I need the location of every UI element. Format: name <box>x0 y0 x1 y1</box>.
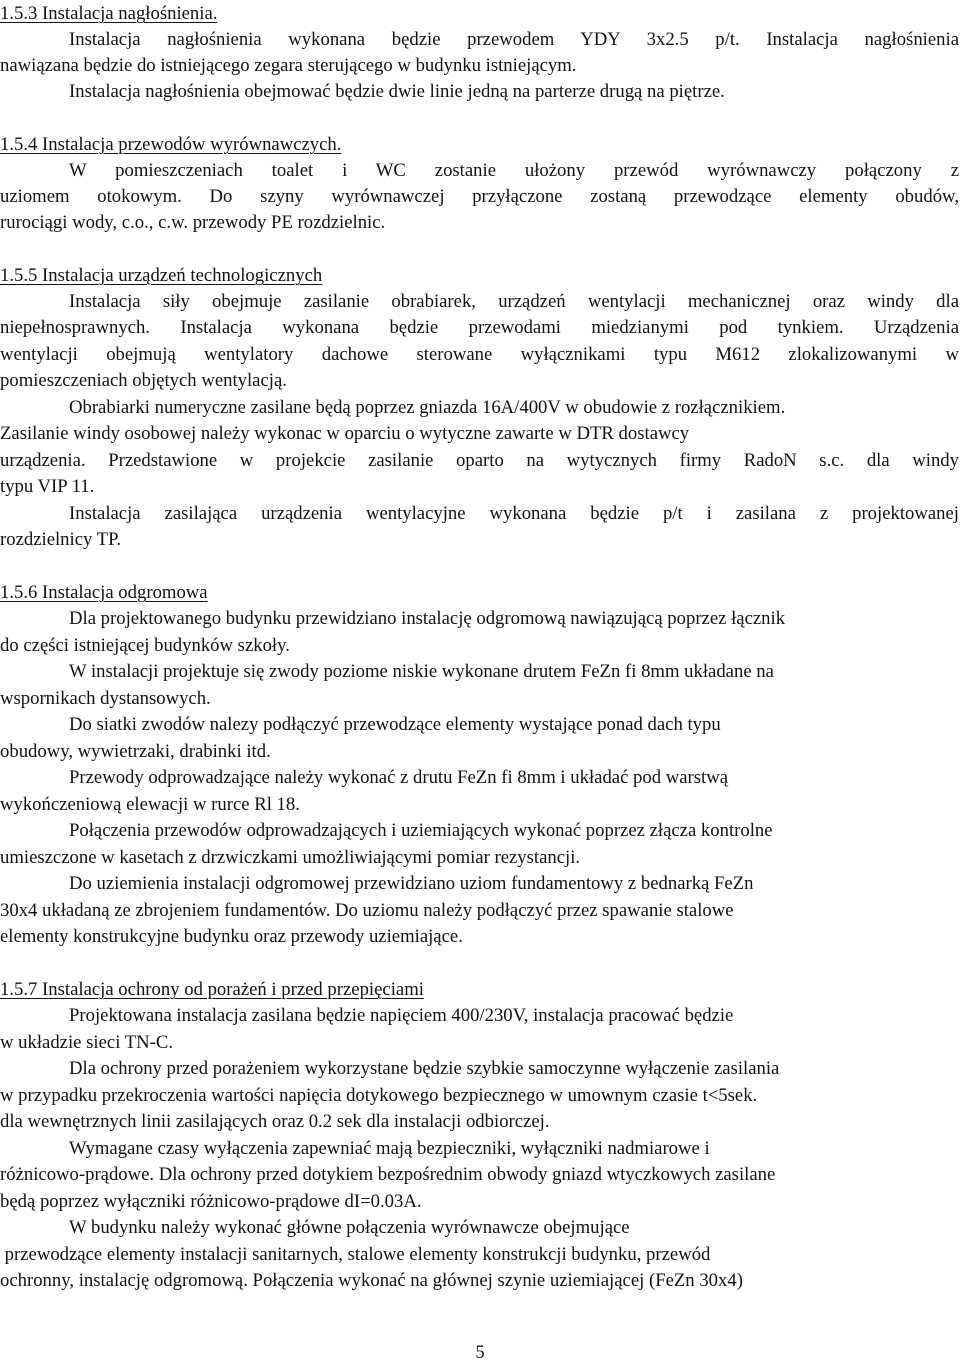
paragraph-line: niepełnosprawnych. Instalacja wykonana będzie przewodami miedzianymi pod tynkiem. Urządzenia <box>0 317 959 338</box>
paragraph-line: W instalacji projektuje się zwody poziome niskie wykonane drutem FeZn fi 8mm układane na <box>69 661 774 682</box>
paragraph-line: obudowy, wywietrzaki, drabinki itd. <box>0 741 271 762</box>
paragraph-line: dla wewnętrznych linii zasilających oraz 0.2 sek dla instalacji odbiorczej. <box>0 1111 550 1132</box>
paragraph-line: będą poprzez wyłączniki różnicowo-prądowe dI=0.03A. <box>0 1191 422 1212</box>
paragraph-line: wspornikach dystansowych. <box>0 688 211 709</box>
paragraph-line: Instalacja nagłośnienia wykonana będzie przewodem YDY 3x2.5 p/t. Instalacja nagłośnienia <box>69 29 959 50</box>
paragraph-line: rurociągi wody, c.o., c.w. przewody PE rozdzielnic. <box>0 212 386 233</box>
paragraph-line: w przypadku przekroczenia wartości napięcia dotykowego bezpiecznego w umownym czasie t<5sek. <box>0 1085 758 1106</box>
paragraph-line: W budynku należy wykonać główne połączenia wyrównawcze obejmujące <box>69 1217 630 1238</box>
paragraph-line: rozdzielnicy TP. <box>0 529 122 550</box>
section-heading-1-5-7: 1.5.7 Instalacja ochrony od porażeń i przed przepięciami <box>0 979 424 1000</box>
paragraph-line: uziomem otokowym. Do szyny wyrównawczej przyłączone zostaną przewodzące elementy obudów, <box>0 186 959 207</box>
paragraph-line: Przewody odprowadzające należy wykonać z drutu FeZn fi 8mm i układać pod warstwą <box>69 767 729 788</box>
paragraph-line: Do siatki zwodów nalezy podłączyć przewodzące elementy wystające ponad dach typu <box>69 714 721 735</box>
paragraph-line: wentylacji obejmują wentylatory dachowe sterowane wyłącznikami typu M612 zlokalizowanymi w <box>0 344 959 365</box>
paragraph-line: Instalacja zasilająca urządzenia wentylacyjne wykonana będzie p/t i zasilana z projektowanej <box>69 503 959 524</box>
paragraph-line: przewodzące elementy instalacji sanitarnych, stalowe elementy konstrukcji budynku, przewód <box>0 1244 711 1265</box>
paragraph-line: urządzenia. Przedstawione w projekcie zasilanie oparto na wytycznych firmy RadoN s.c. dla windy <box>0 450 959 471</box>
paragraph-line: pomieszczeniach objętych wentylacją. <box>0 370 287 391</box>
paragraph-line: Obrabiarki numeryczne zasilane będą poprzez gniazda 16A/400V w obudowie z rozłącznikiem. <box>69 397 786 418</box>
paragraph-line: ochronny, instalację odgromową. Połączenia wykonać na głównej szynie uziemiającej (FeZn 30x4) <box>0 1270 743 1291</box>
paragraph-line: 30x4 układaną ze zbrojeniem fundamentów. Do uziomu należy podłączyć przez spawanie stalowe <box>0 900 734 921</box>
paragraph-line: Połączenia przewodów odprowadzających i uziemiających wykonać poprzez złącza kontrolne <box>69 820 773 841</box>
paragraph-line: umieszczone w kasetach z drzwiczkami umożliwiającymi pomiar rezystancji. <box>0 847 581 868</box>
paragraph-line: Dla projektowanego budynku przewidziano instalację odgromową nawiązującą poprzez łącznik <box>69 608 786 629</box>
paragraph-line: w układzie sieci TN-C. <box>0 1032 173 1053</box>
paragraph-line: Dla ochrony przed porażeniem wykorzystane będzie szybkie samoczynne wyłączenie zasilania <box>69 1058 780 1079</box>
section-heading-1-5-5: 1.5.5 Instalacja urządzeń technologicznych <box>0 265 323 286</box>
paragraph-line: Wymagane czasy wyłączenia zapewniać mają bezpieczniki, wyłączniki nadmiarowe i <box>69 1138 710 1159</box>
paragraph-line: typu VIP 11. <box>0 476 95 497</box>
paragraph-line: Zasilanie windy osobowej należy wykonac w oparciu o wytyczne zawarte w DTR dostawcy <box>0 423 690 444</box>
paragraph-line: elementy konstrukcyjne budynku oraz przewody uziemiające. <box>0 926 463 947</box>
paragraph-line: wykończeniową elewacji w rurce Rl 18. <box>0 794 300 815</box>
paragraph-line: do części istniejącej budynków szkoły. <box>0 635 290 656</box>
section-heading-1-5-3: 1.5.3 Instalacja nagłośnienia. <box>0 3 218 24</box>
paragraph-line: Instalacja siły obejmuje zasilanie obrabiarek, urządzeń wentylacji mechanicznej oraz windy dla <box>69 291 959 312</box>
paragraph-line: Projektowana instalacja zasilana będzie napięciem 400/230V, instalacja pracować będzie <box>69 1005 734 1026</box>
paragraph-line: Instalacja nagłośnienia obejmować będzie dwie linie jedną na parterze drugą na piętrze. <box>69 81 725 102</box>
section-heading-1-5-4: 1.5.4 Instalacja przewodów wyrównawczych. <box>0 134 342 155</box>
page-number: 5 <box>475 1342 485 1363</box>
paragraph-line: nawiązana będzie do istniejącego zegara sterującego w budynku istniejącym. <box>0 55 577 76</box>
section-heading-1-5-6: 1.5.6 Instalacja odgromowa <box>0 582 208 603</box>
paragraph-line: Do uziemienia instalacji odgromowej przewidziano uziom fundamentowy z bednarką FeZn <box>69 873 754 894</box>
paragraph-line: różnicowo-prądowe. Dla ochrony przed dotykiem bezpośrednim obwody gniazd wtyczkowych zasilane <box>0 1164 776 1185</box>
paragraph-line: W pomieszczeniach toalet i WC zostanie ułożony przewód wyrównawczy połączony z <box>69 160 959 181</box>
